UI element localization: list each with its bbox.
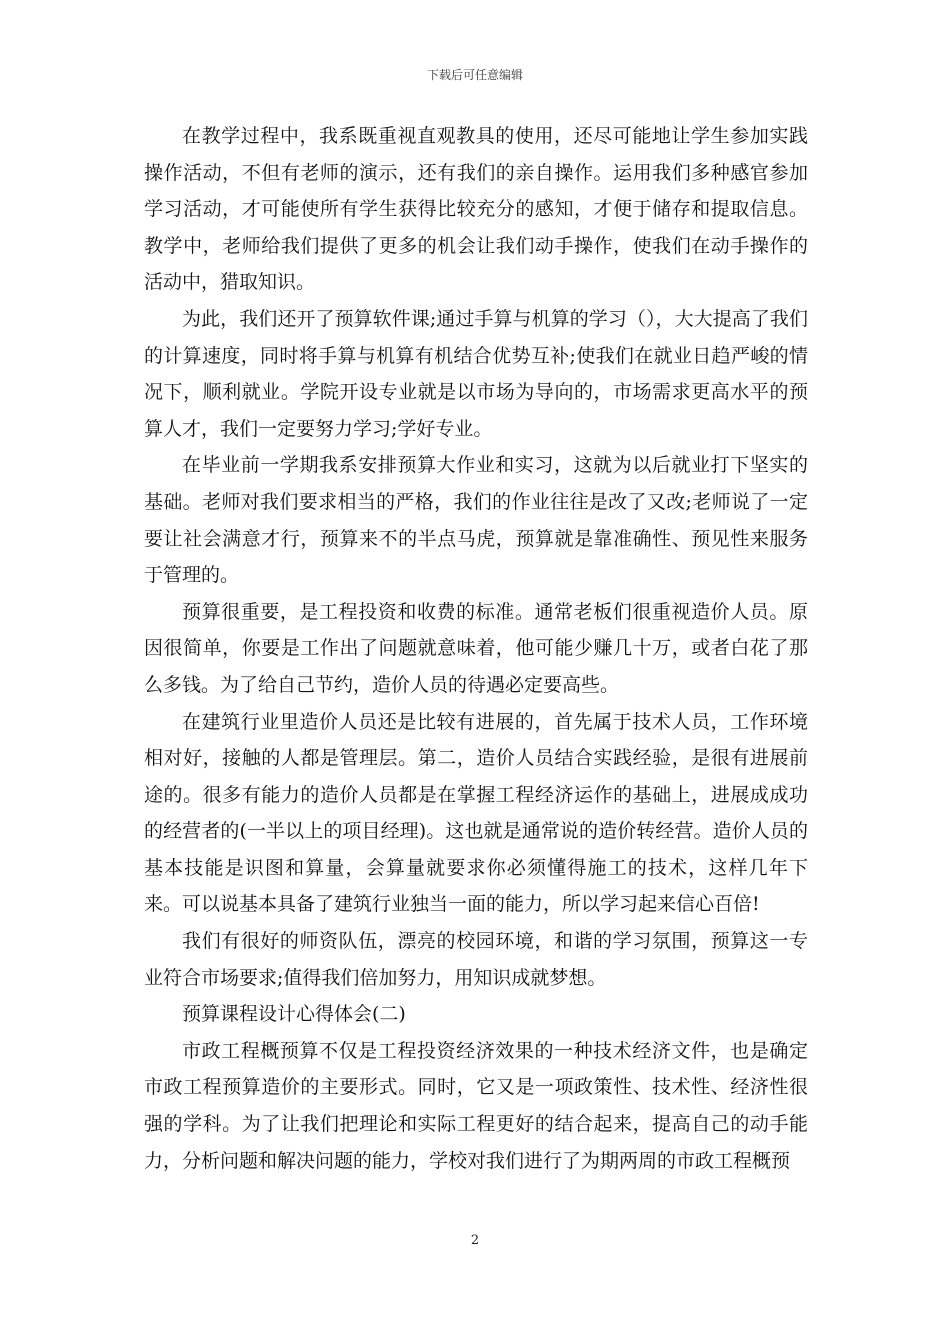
- paragraph: 在建筑行业里造价人员还是比较有进展的，首先属于技术人员，工作环境相对好，接触的人都是管理层。第二，造价人员结合实践经验，是很有进展前途的。很多有能力的造价人员都是在掌握工程经济运作的基础上，进展成成功的经营者的(一半以上的项目经理)。这也就是通常说的造价转经营。造价人员的基本技能是识图和算量，会算量就要求你必须懂得施工的技术，这样几年下来。可以说基本具备了建筑行业独当一面的能力，所以学习起来信心百倍!: [144, 710, 808, 916]
- paragraph: 为此，我们还开了预算软件课;通过手算与机算的学习（），大大提高了我们的计算速度，同时将手算与机算有机结合优势互补;使我们在就业日趋严峻的情况下，顺利就业。学院开设专业就是以市场为导向的，市场需求更高水平的预算人才，我们一定要努力学习;学好专业。: [144, 307, 808, 440]
- paragraph: 在毕业前一学期我系安排预算大作业和实习，这就为以后就业打下坚实的基础。老师对我们要求相当的严格，我们的作业往往是改了又改;老师说了一定要让社会满意才行，预算来不的半点马虎，预算就是靠准确性、预见性来服务于管理的。: [144, 454, 808, 587]
- body-text: [144, 118, 808, 1179]
- paragraph: 在教学过程中，我系既重视直观教具的使用，还尽可能地让学生参加实践操作活动，不但有老师的演示，还有我们的亲自操作。运用我们多种感官参加学习活动，才可能使所有学生获得比较充分的感知，才便于储存和提取信息。教学中，老师给我们提供了更多的机会让我们动手操作，使我们在动手操作的活动中，猎取知识。: [144, 125, 808, 294]
- paragraph: 市政工程概预算不仅是工程投资经济效果的一种技术经济文件，也是确定市政工程预算造价的主要形式。同时，它又是一项政策性、技术性、经济性很强的学科。为了让我们把理论和实际工程更好的结合起来，提高自己的动手能力，分析问题和解决问题的能力，学校对我们进行了为期两周的市政工程概预: [144, 1039, 808, 1172]
- section-heading: 预算课程设计心得体会(二): [182, 1003, 406, 1026]
- paragraph: 我们有很好的师资队伍，漂亮的校园环境，和谐的学习氛围，预算这一专业符合市场要求;值得我们倍加努力，用知识成就梦想。: [144, 930, 808, 989]
- page-header: 下载后可任意编辑: [426, 68, 523, 82]
- page-number: 2: [470, 1233, 480, 1248]
- paragraph: 预算很重要，是工程投资和收费的标准。通常老板们很重视造价人员。原因很简单，你要是工作出了问题就意味着，他可能少赚几十万，或者白花了那么多钱。为了给自己节约，造价人员的待遇必定要高些。: [144, 600, 808, 696]
